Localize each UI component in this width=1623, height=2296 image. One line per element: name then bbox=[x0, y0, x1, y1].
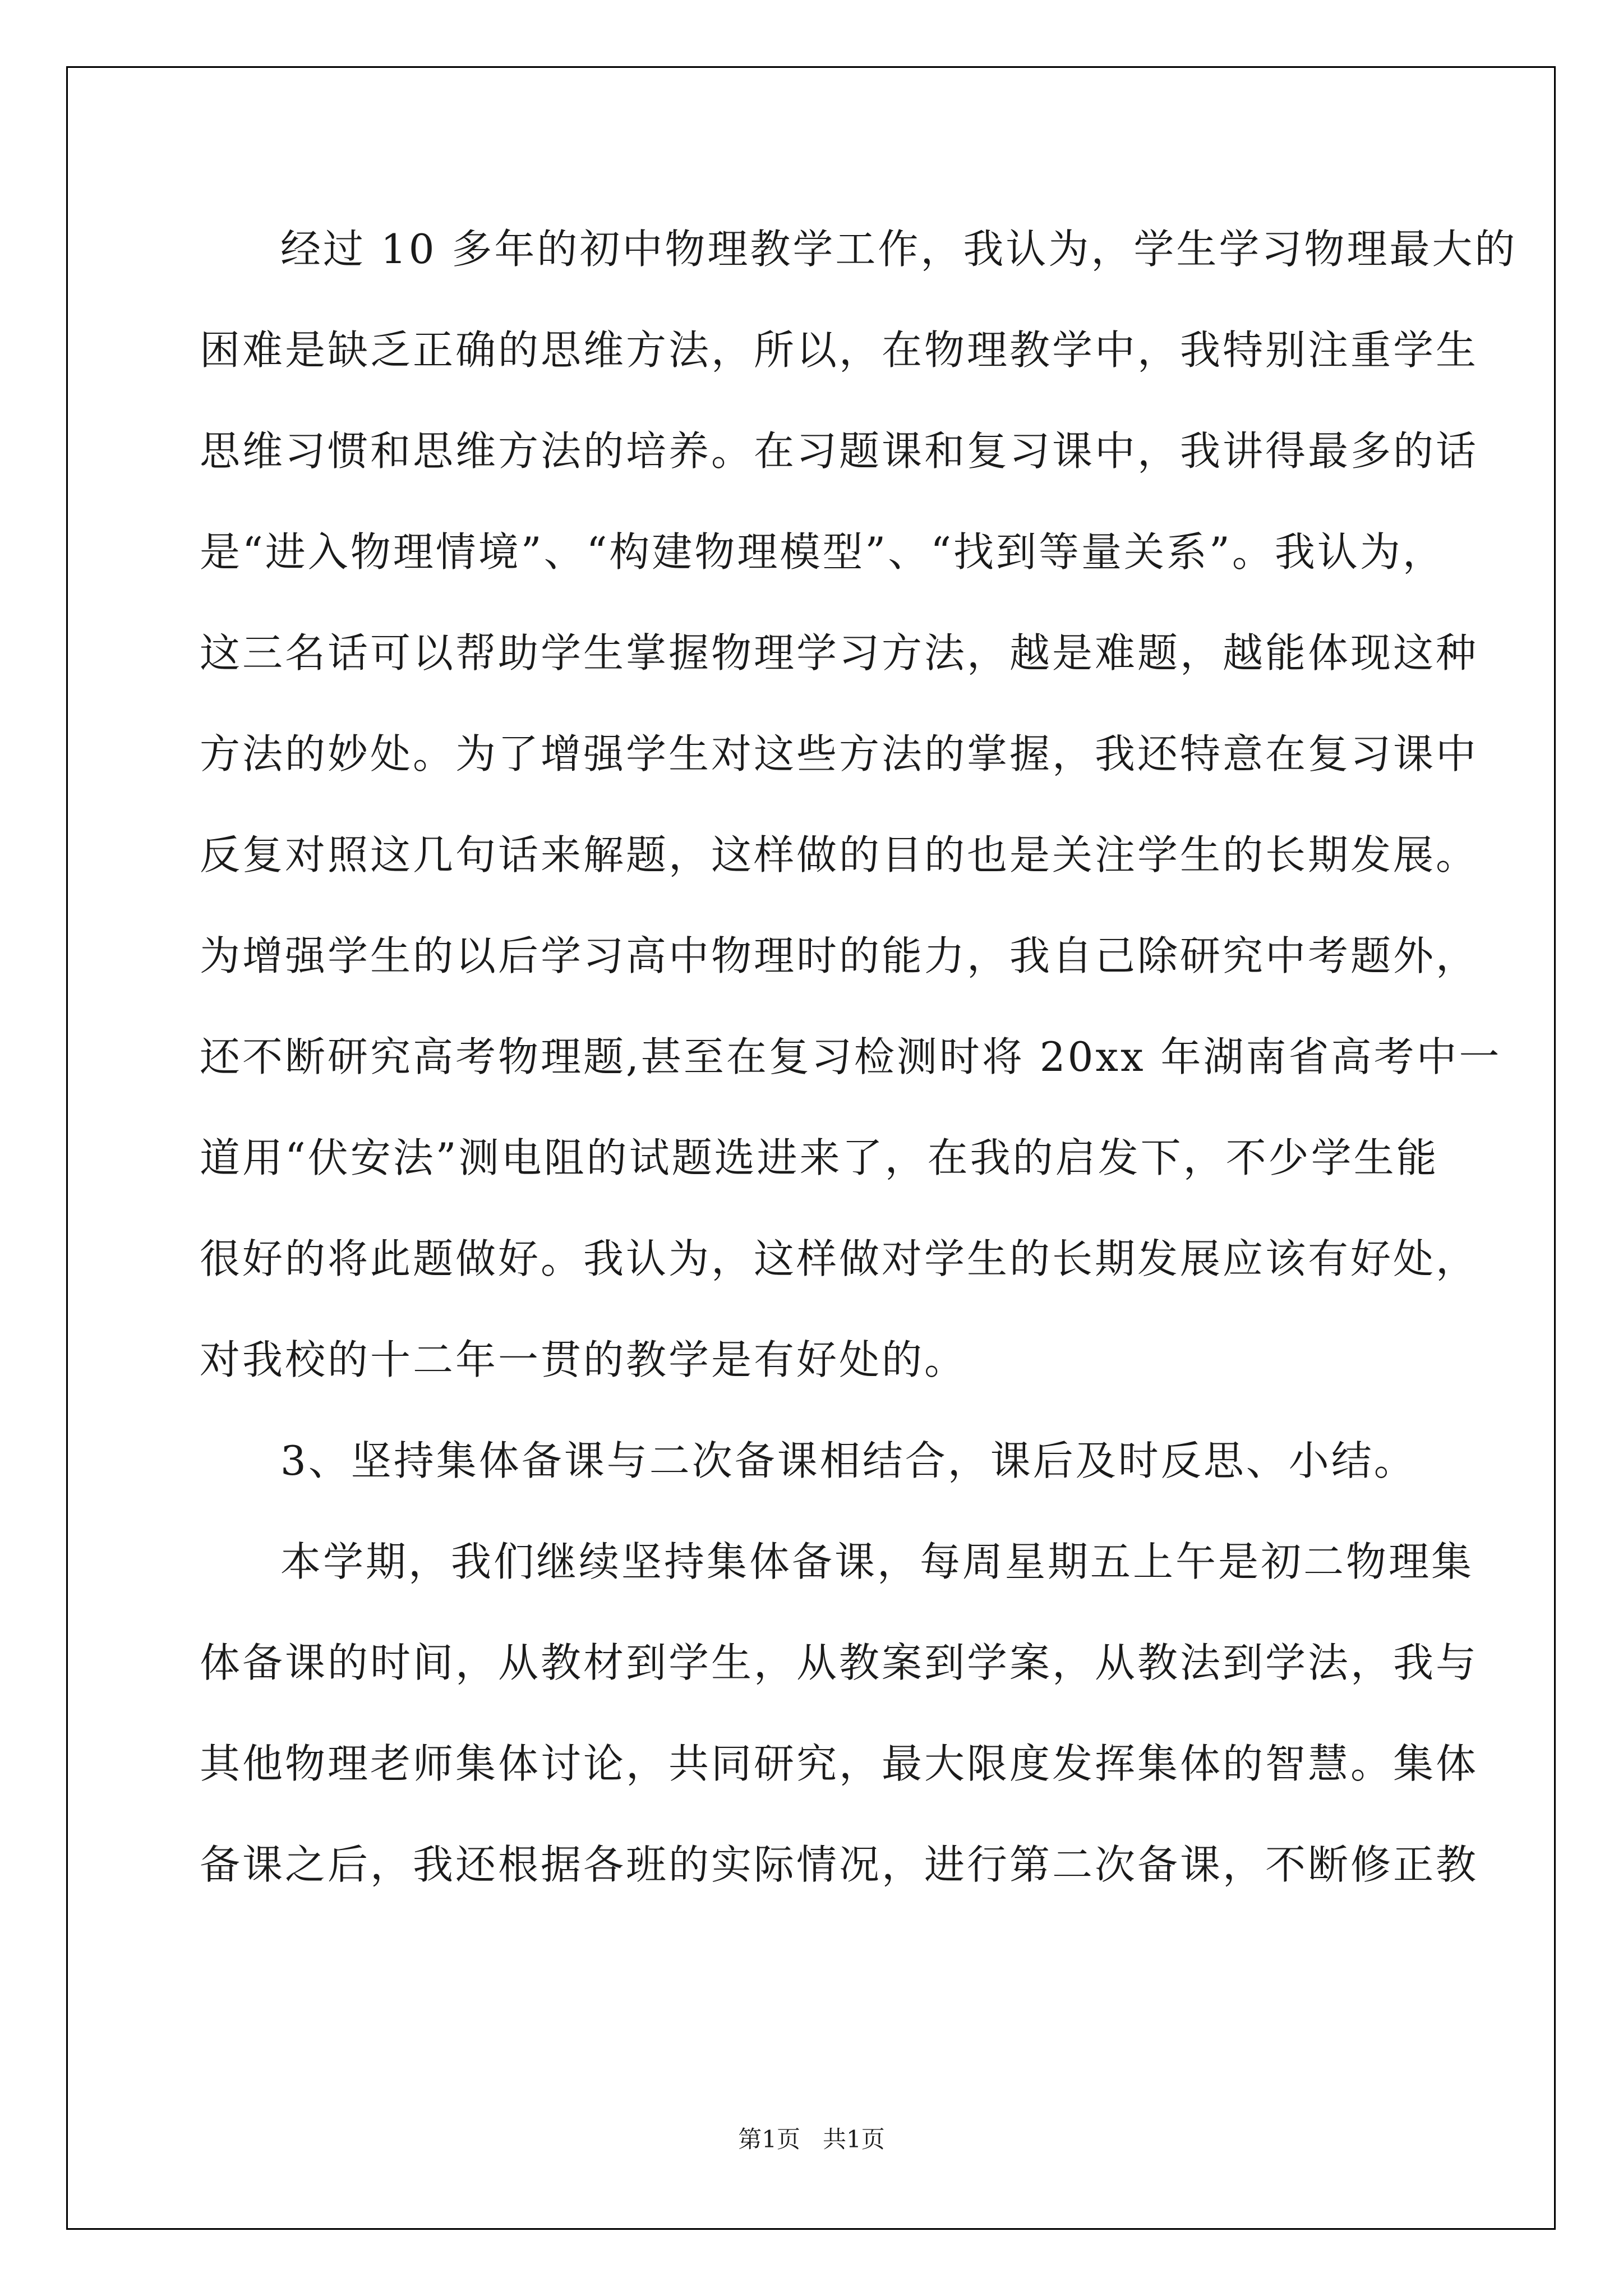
paragraph-line: 对我校的十二年一贯的教学是有好处的。 bbox=[200, 1336, 967, 1383]
paragraph-line: 这三名话可以帮助学生掌握物理学习方法，越是难题，越能体现这种 bbox=[200, 629, 1479, 677]
paragraph-line: 其他物理老师集体讨论，共同研究，最大限度发挥集体的智慧。集体 bbox=[200, 1740, 1479, 1787]
paragraph-line: 反复对照这几句话来解题，这样做的目的也是关注学生的长期发展。 bbox=[200, 831, 1479, 878]
paragraph-line: 困难是缺乏正确的思维方法，所以，在物理教学中，我特别注重学生 bbox=[200, 326, 1479, 374]
paragraph-line: 很好的将此题做好。我认为，这样做对学生的长期发展应该有好处， bbox=[200, 1235, 1479, 1282]
paragraph-line: 道用“伏安法”测电阻的试题选进来了，在我的启发下，不少学生能 bbox=[200, 1134, 1439, 1181]
page-number-footer: 第1页 共1页 bbox=[738, 2125, 885, 2153]
paragraph-line: 还不断研究高考物理题,甚至在复习检测时将 20xx 年湖南省高考中一 bbox=[200, 1033, 1502, 1080]
paragraph-line: 经过 10 多年的初中物理教学工作，我认为，学生学习物理最大的 bbox=[280, 226, 1518, 273]
paragraph-line: 体备课的时间，从教材到学生，从教案到学案，从教法到学法，我与 bbox=[200, 1639, 1479, 1686]
paragraph-line: 为增强学生的以后学习高中物理时的能力，我自己除研究中考题外， bbox=[200, 932, 1479, 979]
paragraph-line: 思维习惯和思维方法的培养。在习题课和复习课中，我讲得最多的话 bbox=[200, 427, 1479, 475]
paragraph-line: 本学期，我们继续坚持集体备课，每周星期五上午是初二物理集 bbox=[280, 1538, 1474, 1585]
section-heading: 3、坚持集体备课与二次备课相结合，课后及时反思、小结。 bbox=[280, 1437, 1417, 1484]
paragraph-line: 备课之后，我还根据各班的实际情况，进行第二次备课，不断修正教 bbox=[200, 1841, 1479, 1888]
paragraph-line: 是“进入物理情境”、“构建物理模型”、“找到等量关系”。我认为， bbox=[200, 528, 1445, 576]
paragraph-line: 方法的妙处。为了增强学生对这些方法的掌握，我还特意在复习课中 bbox=[200, 730, 1479, 777]
